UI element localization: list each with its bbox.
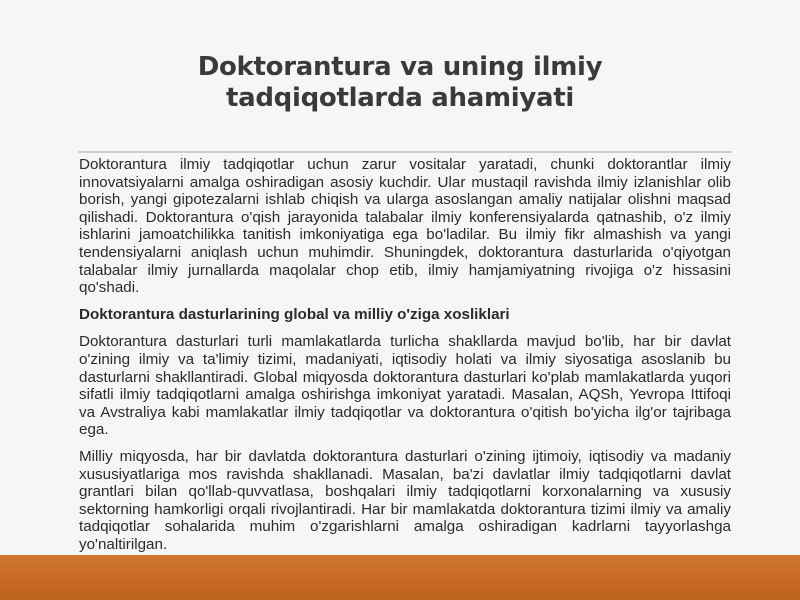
slide-title: Doktorantura va uning ilmiy tadqiqotlarda ahamiyati (197, 52, 603, 113)
global-paragraph: Doktorantura dasturlari turli mamlakatlarda turlicha shakllarda mavjud bo'lib, har bir davlat o'zining ilmiy va ta'limiy tizimi, madaniyati, iqtisodiy holati va ilmiy siyosatiga asoslanib bu dasturlarni shakllantiradi. Global miqyosda doktorantura dasturlari ko'plab mamlakatlarda yuqori sifatli ilmiy tadqiqotlarni amalga oshirishga imkoniyat yaratadi. Masalan, AQSh, Yevropa Ittifoqi va Avstraliya kabi mamlakatlar ilmiy tadqiqotlar va doktorantura o'qitish bo'yicha ilg'or tajribaga ega. (79, 333, 731, 439)
slide-body (79, 156, 731, 562)
intro-paragraph: Doktorantura ilmiy tadqiqotlar uchun zarur vositalar yaratadi, chunki doktorantlar ilmiy innovatsiyalarni amalga oshiradigan asosiy kuchdir. Ular mustaqil ravishda ilmiy izlanishlar olib borish, yangi gipotezalarni ishlab chiqish va ularga asoslangan amaliy natijalar olishni maqsad qilishadi. Doktorantura o'qish jarayonida talabalar ilmiy konferensiyalarda qatnashib, o'z ilmiy ishlarini jamoatchilikka tanitish imkoniyatiga ega bo'ladilar. Bu ilmiy fikr almashish va yangi tendensiyalarni aniqlash uchun muhimdir. Shuningdek, doktorantura dasturlarida o'qiyotgan talabalar ilmiy jurnallarda maqolalar chop etib, ilmiy hamjamiyatning rivojiga o'z hissasini qo'shadi. (79, 156, 731, 297)
title-divider (78, 151, 732, 153)
national-paragraph: Milliy miqyosda, har bir davlatda doktorantura dasturlari o'zining ijtimoiy, iqtisodiy va madaniy xususiyatlariga mos ravishda shakllanadi. Masalan, ba'zi davlatlar ilmiy tadqiqotlarni davlat grantlari bilan qo'llab-quvvatlasa, boshqalari ilmiy tadqiqotlarni korxonalarning va xususiy sektorning hamkorligi orqali rivojlantiradi. Har bir mamlakatda doktorantura tizimi ilmiy va amaliy tadqiqotlar sohalarida muhim o'zgarishlarni amalga oshiradigan kadrlarni tayyorlashga yo'naltirilgan. (79, 447, 731, 553)
footer-accent-band (0, 555, 800, 600)
section-heading: Doktorantura dasturlarining global va milliy o'ziga xosliklari (79, 305, 510, 323)
